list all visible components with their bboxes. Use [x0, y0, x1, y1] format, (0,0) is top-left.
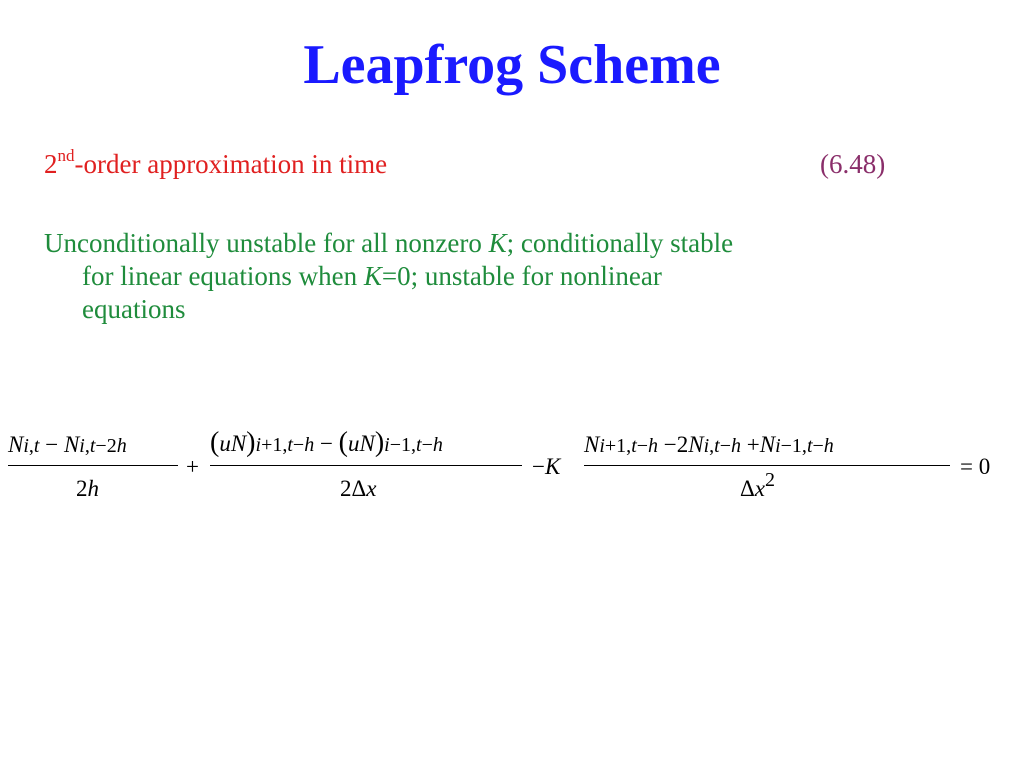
term3-numerator: Ni+1,t−h −2Ni,t−h +Ni−1,t−h	[584, 432, 834, 457]
term2-denominator: 2Δx	[340, 476, 377, 501]
leapfrog-equation	[0, 405, 1024, 525]
term1-fraction-bar	[8, 465, 178, 466]
term2-numerator: (uN)i+1,t−h − (uN)i−1,t−h	[210, 427, 443, 458]
order-approximation-line	[44, 147, 387, 181]
order-superscript: nd	[57, 146, 75, 165]
term3-denominator: Δx2	[740, 469, 776, 501]
para-part1: Unconditionally unstable for all nonzero	[44, 228, 489, 258]
order-text: -order approximation in time	[74, 149, 388, 179]
para-k1: K	[488, 228, 507, 258]
minus-k: −K	[532, 454, 561, 479]
stability-paragraph	[44, 227, 944, 326]
plus-sign: +	[186, 454, 199, 479]
term1-numerator: Ni,t − Ni,t−2h	[8, 432, 127, 457]
term1-denominator: 2h	[76, 476, 99, 501]
slide-title: Leapfrog Scheme	[303, 34, 721, 96]
equals-zero: = 0	[960, 454, 991, 479]
para-line2	[44, 260, 944, 293]
term3-fraction-bar	[584, 465, 950, 466]
order-number: 2	[44, 149, 58, 179]
equation-number: (6.48)	[820, 149, 886, 179]
para-k2: K	[363, 261, 382, 291]
term2-fraction-bar	[210, 465, 522, 466]
para-part4: =0; unstable for nonlinear	[381, 261, 662, 291]
para-part5: equations	[82, 294, 186, 324]
para-part2: ; conditionally stable	[506, 228, 734, 258]
para-part3: for linear equations when	[82, 261, 364, 291]
